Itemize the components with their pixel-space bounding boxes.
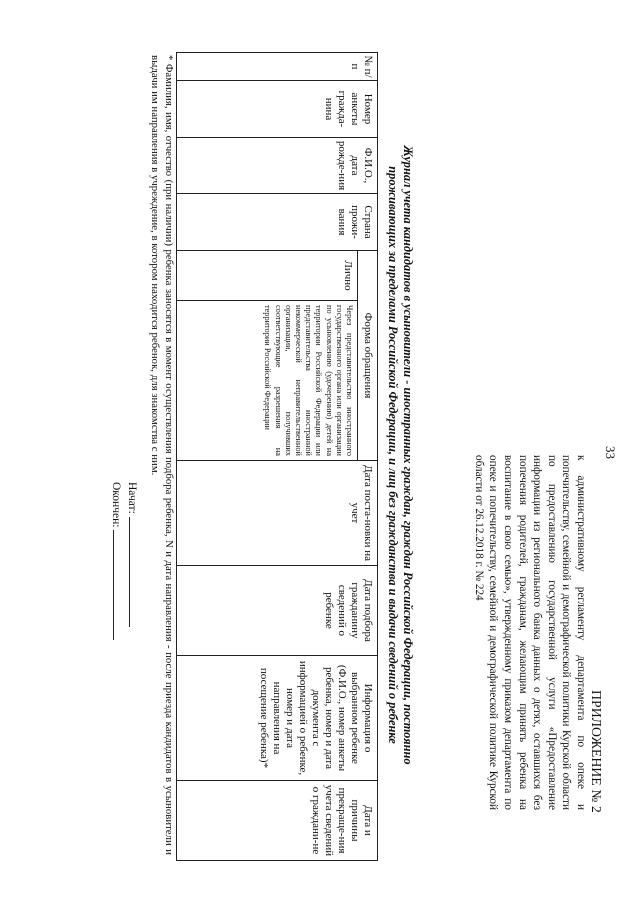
appendix-preamble [471, 455, 588, 810]
header-child-info: Информация о выбранном ребенке (Ф.И.О., номер анкеты ребенка, номер и дата документа с информацией о ребенке, номер и дата направления на посещение ребенка)* [177, 656, 378, 781]
header-row-1 [358, 53, 378, 861]
finished-blank [113, 530, 124, 640]
header-num: № п/п [177, 53, 378, 81]
started-blank [129, 517, 140, 627]
header-form-of-appeal: Форма обращения [358, 251, 378, 461]
header-form-number: Номер анкеты гражда-нина [177, 81, 378, 138]
header-selection-date: Дата подбора гражданину сведений о ребенке [177, 566, 378, 656]
appendix-title: ПРИЛОЖЕНИЕ № 2 [589, 690, 604, 813]
header-country: Страна прожи-вания [177, 194, 378, 251]
subheader-personal: Лично [177, 251, 358, 301]
footnote: * Фамилия, имя, отчество (при наличии) ребенка заносятся в момент осуществления подбора ребенка, N и дата направления - после приезда кандидатов в усыновители и выдачи им направления в учреждение, в котором находится ребенок, для знакомства с ним. [149, 55, 175, 855]
subheader-via-agency: Через представительство иностранного государственного органа или организации по усыновлению (удочерению) детей на территории Российской Федерации или представительства иностранной некоммерческой неправительственной организации, получивших соответствующие разрешения на территории Российской Федерации [177, 301, 358, 461]
journal-title [385, 60, 415, 850]
finished-label: Окончен: [110, 482, 122, 528]
journal-title-line-2: проживающих за пределами Российской Федерации, и лиц без гражданства и выдачи сведений о ребенке [386, 166, 400, 744]
journal-finished [110, 482, 124, 640]
journal-title-line-1: Журнал учета кандидатов в усыновители - иностранных граждан, граждан Российской Федерации, постоянно [401, 145, 415, 765]
header-registration-date: Дата поста-новки на учет [177, 461, 378, 566]
header-fio: Ф.И.О., дата рожде-ния [177, 138, 378, 194]
journal-table [176, 52, 378, 861]
journal-started [126, 482, 140, 627]
started-label: Начат: [126, 482, 138, 514]
page-number: 33 [603, 446, 618, 459]
header-termination-reason: Дата и причины прекраще-ния учета сведений о граждани-не [177, 781, 378, 861]
preamble-text: к административному регламенту департамента по опеке и попечительству, семейной и демографической политики Курской области по предоставлению государственной услуги «Предоставление информации из регионального банка данных о детях, оставшихся без попечения родителей, гражданам, желающим принять ребенка на воспитание в свою семью», утвержденному приказом департамента по опеке и попечительству, семейной и демографической политике Курской области от 26.12.2018 г. № 224 [472, 455, 587, 810]
